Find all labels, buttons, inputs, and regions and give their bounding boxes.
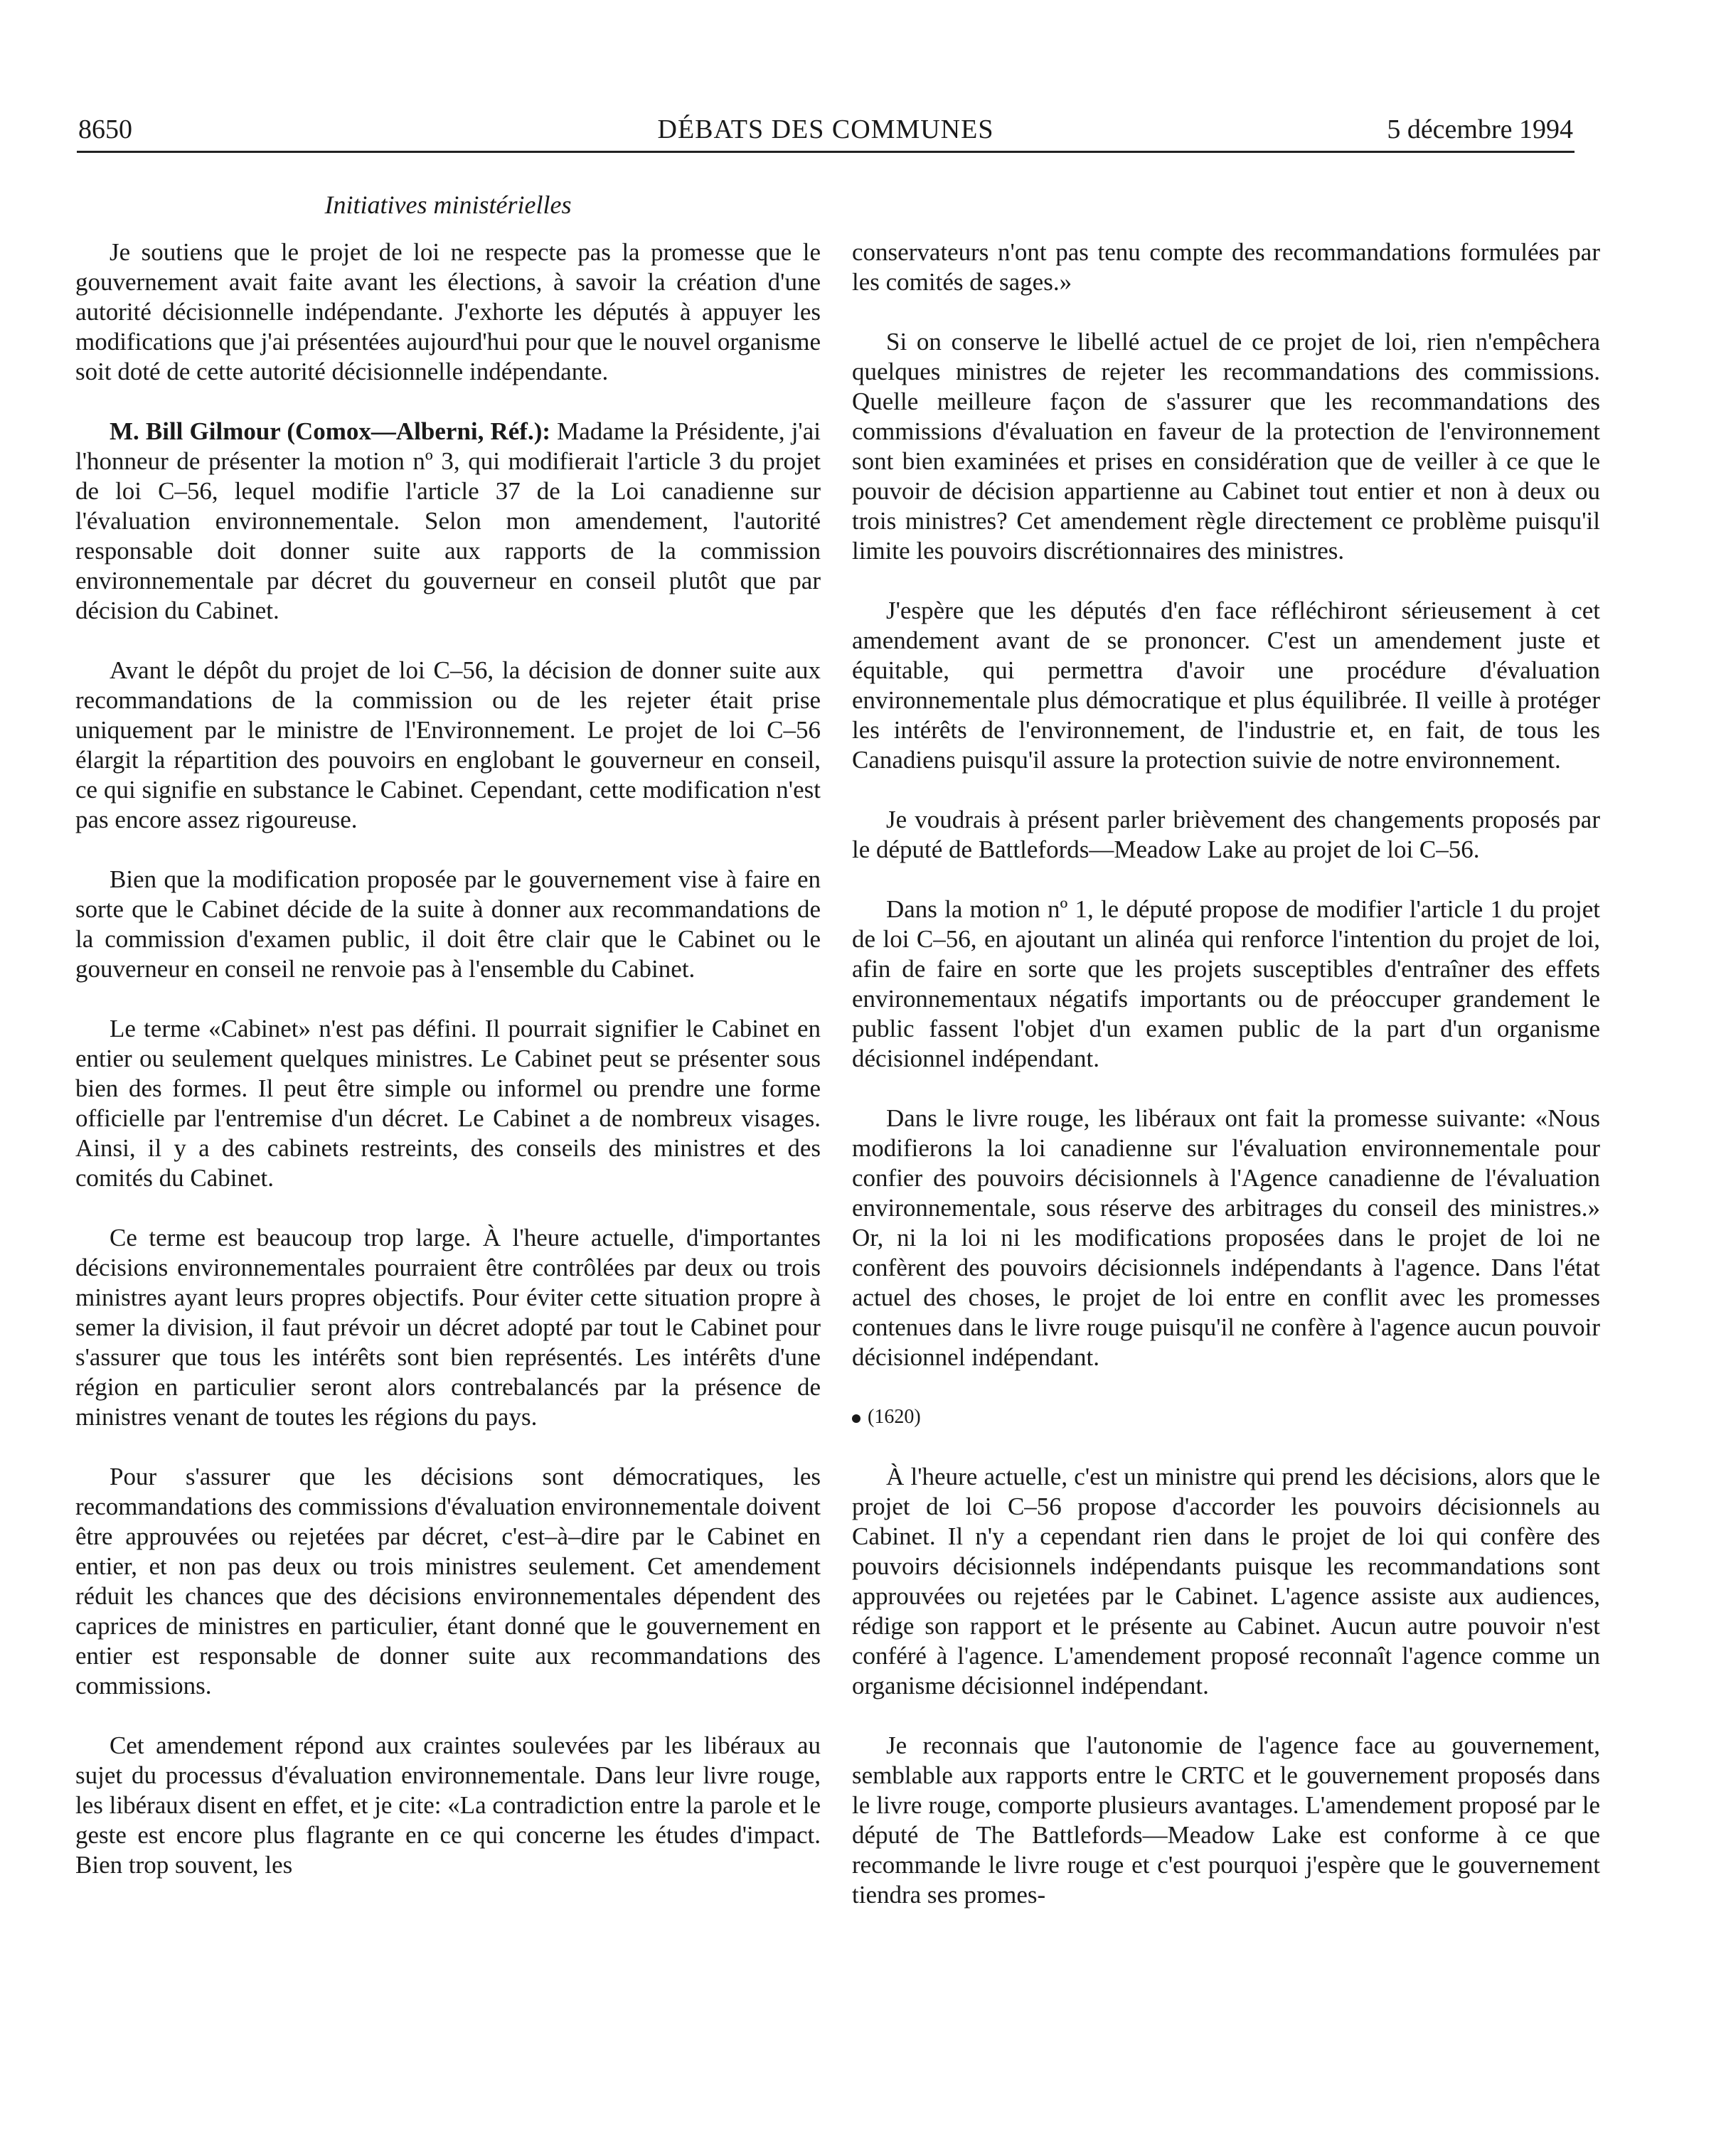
paragraph: Je voudrais à présent parler brièvement des changements proposés par le député de Battlefords—Meadow Lake au projet de loi C–56.	[852, 806, 1600, 863]
paragraph: Ce terme est beaucoup trop large. À l'heure actuelle, d'importantes décisions environnementales pourraient être contrôlées par deux ou trois ministres ayant leurs propres objectifs. Pour éviter cette situation propre à semer la division, il faut prévoir un décret adopté par tout le Cabinet pour s'assurer que tous les intérêts sont bien représentés. Les intérêts d'une région en particulier seront alors contrebalancés par la présence de ministres venant de toutes les régions du pays.	[75, 1224, 821, 1431]
publication-date: 5 décembre 1994	[1387, 114, 1573, 144]
section-title: Initiatives ministérielles	[324, 191, 572, 219]
paragraph: Avant le dépôt du projet de loi C–56, la décision de donner suite aux recommandations de la commission ou de les rejeter était prise uniquement par le ministre de l'Environnement. Le projet de loi C–56 élargit la répartition des pouvoirs en englobant le gouverneur en conseil, ce qui signifie en substance le Cabinet. Cependant, cette modification n'est pas encore assez rigoureuse.	[75, 656, 821, 833]
paragraph: conservateurs n'ont pas tenu compte des recommandations formulées par les comités de sages.»	[852, 238, 1600, 296]
page-header	[77, 114, 1575, 153]
left-column	[75, 238, 821, 1910]
paragraph: J'espère que les députés d'en face réfléchiront sérieusement à cet amendement avant de se prononcer. C'est un amendement juste et équitable, qui permettra d'avoir une procédure d'évaluation environnementale plus démocratique et plus équilibrée. Il veille à protéger les intérêts de l'environnement, de l'industrie et, en fait, de tous les Canadiens puisqu'il assure la protection suivie de notre environnement.	[852, 597, 1600, 774]
speech-text: Madame la Présidente, j'ai l'honneur de présenter la motion nº 3, qui modifierait l'article 3 du projet de loi C–56, lequel modifie l'article 37 de la Loi canadienne sur l'évaluation environnementale. Selon mon amendement, l'autorité responsable doit donner suite aux rapports de la commission environnementale par décret du gouverneur en conseil plutôt que par décision du Cabinet.	[75, 417, 821, 624]
paragraph: Je soutiens que le projet de loi ne respecte pas la promesse que le gouvernement avait faite avant les élections, à savoir la création d'une autorité décisionnelle indépendante. J'exhorte les députés à appuyer les modifications que j'ai présentées aujourd'hui pour que le nouvel organisme soit doté de cette autorité décisionnelle indépendante.	[75, 238, 821, 385]
right-column	[852, 238, 1600, 1940]
paragraph: À l'heure actuelle, c'est un ministre qui prend les décisions, alors que le projet de loi C–56 propose d'accorder les pouvoirs décisionnels au Cabinet. Il n'y a cependant rien dans le projet de loi qui confère des pouvoirs décisionnels indépendants puisque les recommandations sont approuvées ou rejetées par le Cabinet. L'agence assiste aux audiences, rédige son rapport et le présente au Cabinet. Aucun autre pouvoir n'est conféré à l'agence. L'amendement proposé reconnaît l'agence comme un organisme décisionnel indépendant.	[852, 1463, 1600, 1699]
paragraph: Si on conserve le libellé actuel de ce projet de loi, rien n'empêchera quelques ministres de rejeter les recommandations des commissions. Quelle meilleure façon de s'assurer que les recommandations des commissions d'évaluation en faveur de la protection de l'environnement sont bien examinées et prises en considération que de veiller à ce que le pouvoir de décision appartienne au Cabinet tout entier et non à deux ou trois ministres? Cet amendement règle directement ce problème puisqu'il limite les pouvoirs discrétionnaires des ministres.	[852, 328, 1600, 565]
time-marker-text: (1620)	[868, 1406, 921, 1428]
paragraph: Bien que la modification proposée par le gouvernement vise à faire en sorte que le Cabinet décide de la suite à donner aux recommandations de la commission d'examen public, il doit être clair que le Cabinet ou le gouverneur en conseil ne renvoie pas à l'ensemble du Cabinet.	[75, 865, 821, 983]
paragraph: Le terme «Cabinet» n'est pas défini. Il pourrait signifier le Cabinet en entier ou seulement quelques ministres. Le Cabinet peut se présenter sous bien des formes. Il peut être simple ou informel ou prendre une forme officielle par l'entremise d'un décret. Le Cabinet a de nombreux visages. Ainsi, il y a des cabinets restreints, des conseils des ministres et des comités du Cabinet.	[75, 1015, 821, 1192]
time-marker	[852, 1402, 1600, 1432]
bullet-icon	[852, 1414, 860, 1423]
paragraph: Je reconnais que l'autonomie de l'agence face au gouvernement, semblable aux rapports entre le CRTC et le gouvernement proposés dans le livre rouge, comporte plusieurs avantages. L'amendement proposé par le député de The Battlefords—Meadow Lake est conforme à ce que recommande le livre rouge et c'est pourquoi j'espère que le gouvernement tiendra ses promes-	[852, 1731, 1600, 1909]
page-number: 8650	[78, 114, 132, 144]
paragraph: Dans la motion nº 1, le député propose de modifier l'article 1 du projet de loi C–56, en ajoutant un alinéa qui renforce l'intention du projet de loi, afin de faire en sorte que les projets susceptibles d'entraîner des effets environnementaux négatifs importants ou de préoccuper grandement le public fassent l'objet d'un examen public de la part d'un organisme décisionnel indépendant.	[852, 895, 1600, 1072]
paragraph: Pour s'assurer que les décisions sont démocratiques, les recommandations des commissions d'évaluation environnementale doivent être approuvées ou rejetées par décret, c'est–à–dire par le Cabinet en entier, et non pas deux ou trois ministres seulement. Cet amendement réduit les chances que des décisions environnementales dépendent des caprices de ministres en particulier, étant donné que le gouvernement en entier est responsable de donner suite aux recommandations des commissions.	[75, 1463, 821, 1699]
publication-title: DÉBATS DES COMMUNES	[657, 114, 994, 144]
paragraph: Dans le livre rouge, les libéraux ont fait la promesse suivante: «Nous modifierons la loi canadienne sur l'évaluation environnementale pour confier des pouvoirs décisionnels à l'Agence canadienne de l'évaluation environnementale, sous réserve des arbitrages du conseil des ministres.» Or, ni la loi ni les modifications proposées dans le projet de loi ne confèrent des pouvoirs décisionnels indépendants à l'agence. Dans l'état actuel des choses, le projet de loi entre en conflit avec les promesses contenues dans le livre rouge puisqu'il ne confère à l'agence aucun pouvoir décisionnel indépendant.	[852, 1104, 1600, 1371]
paragraph: Cet amendement répond aux craintes soulevées par les libéraux au sujet du processus d'évaluation environnementale. Dans leur livre rouge, les libéraux disent en effet, et je cite: «La contradiction entre la parole et le geste est encore plus flagrante en ce qui concerne les études d'impact. Bien trop souvent, les	[75, 1731, 821, 1879]
speaker-paragraph	[75, 417, 821, 626]
speaker-name: M. Bill Gilmour (Comox—Alberni, Réf.):	[110, 417, 551, 445]
